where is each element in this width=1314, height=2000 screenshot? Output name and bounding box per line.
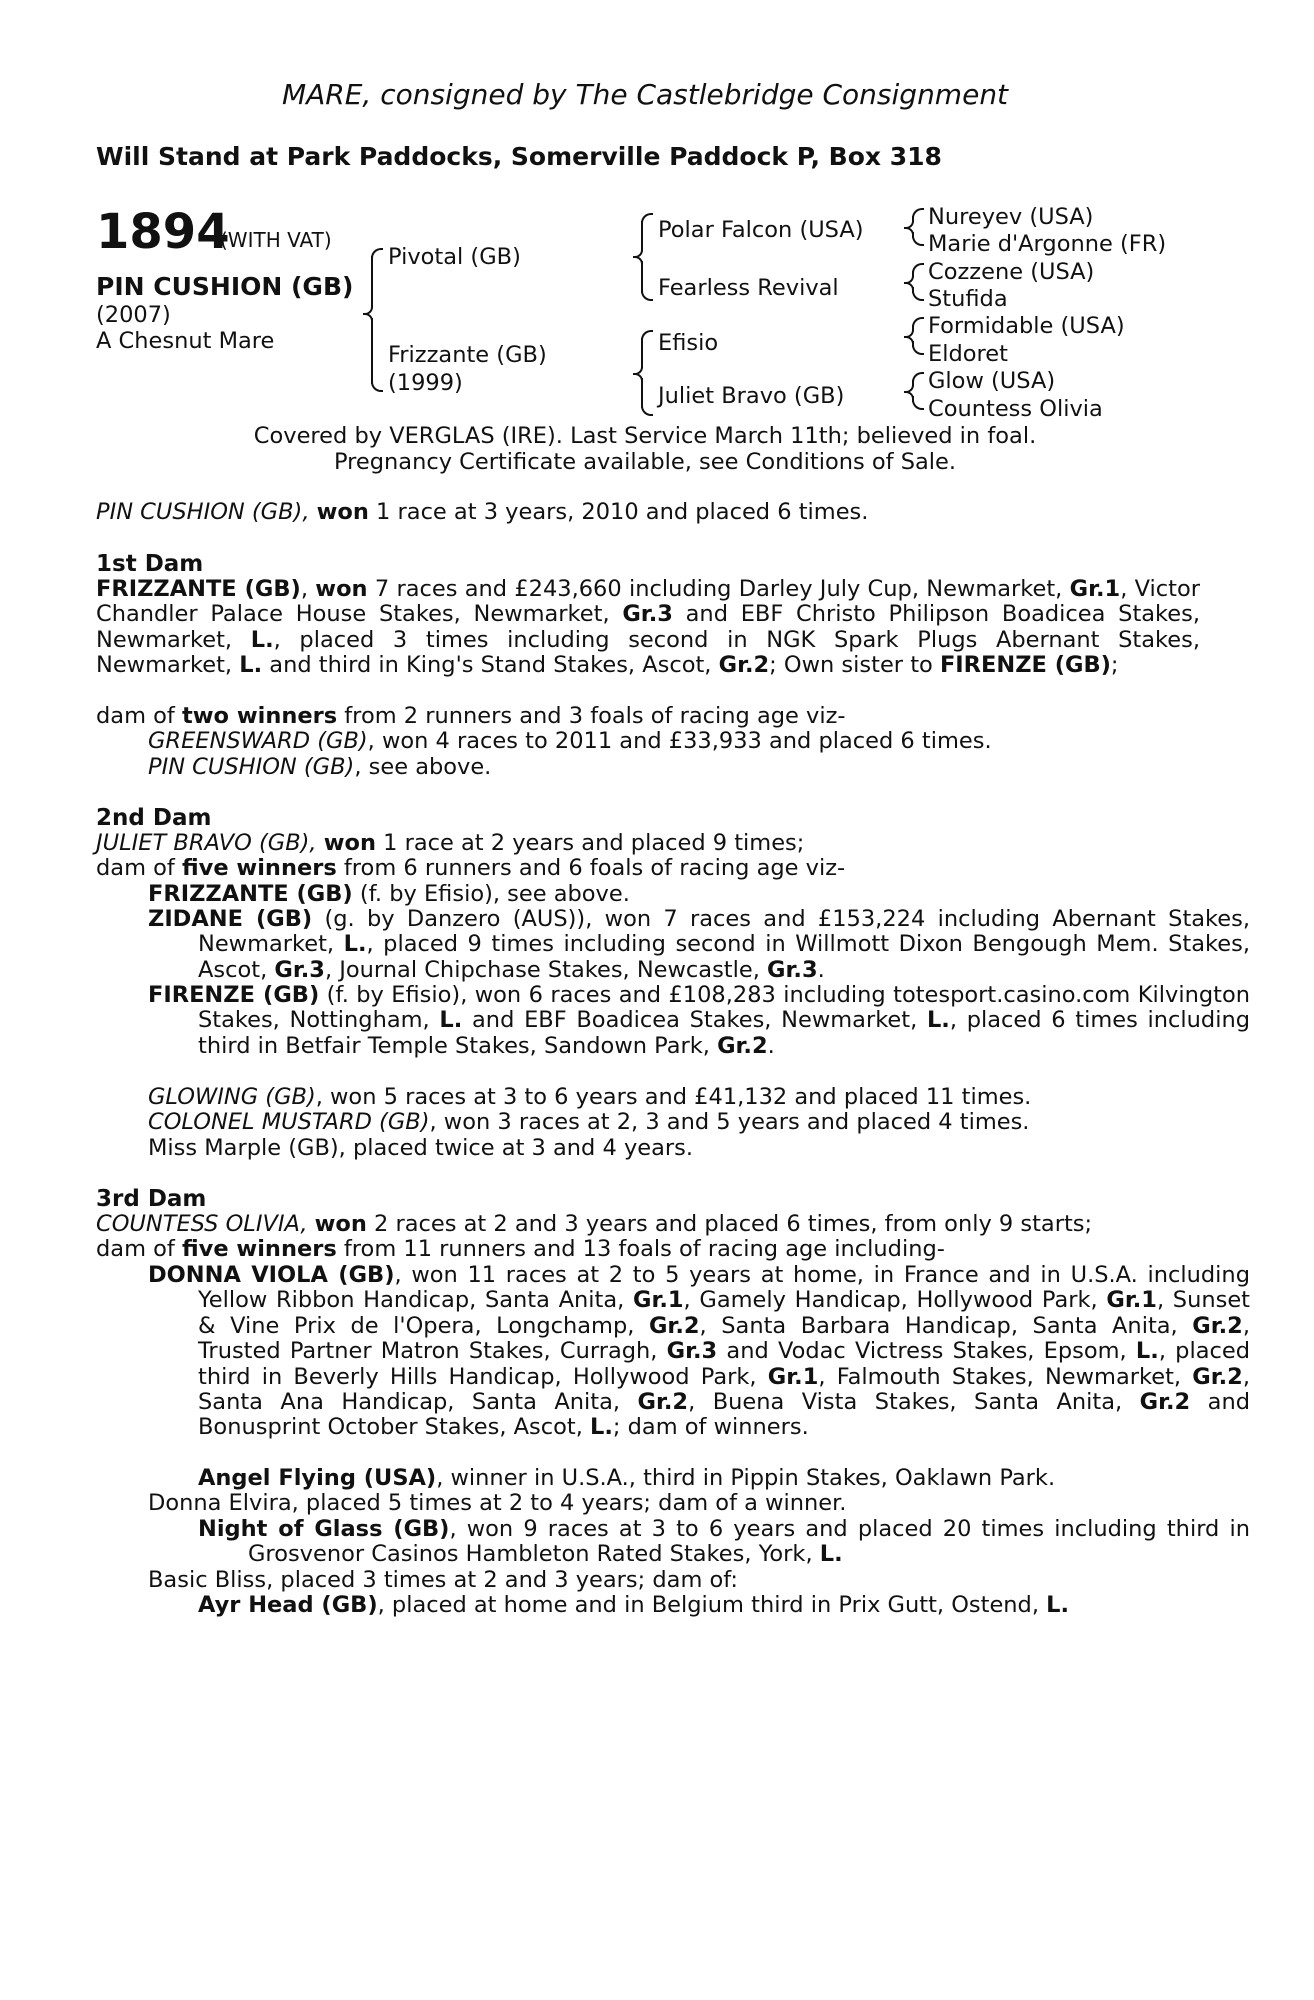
gg-7: Glow (USA)	[928, 368, 1056, 394]
third-dam-heading: 3rd Dam	[96, 1186, 207, 1212]
horse-name: PIN CUSHION (GB)	[96, 272, 354, 301]
lot-number: 1894	[96, 204, 230, 260]
gg-2: Marie d'Argonne (FR)	[928, 231, 1167, 257]
summary-line: PIN CUSHION (GB), won 1 race at 3 years, 2010 and placed 6 times.	[96, 499, 869, 525]
gg-3: Cozzene (USA)	[928, 259, 1095, 285]
list-item: PIN CUSHION (GB), see above.	[148, 754, 492, 780]
pregnancy-note: Pregnancy Certificate available, see Conditions of Sale.	[333, 449, 957, 475]
third-dam-produce: dam of five winners from 11 runners and 13 foals of racing age including-	[96, 1236, 945, 1262]
list-item: DONNA VIOLA (GB), won 11 races at 2 to 5 years at home, in France and in U.S.A. including Yellow Ribbon Handicap, Santa Anita, Gr.1, Gamely Handicap, Hollywood Park, Gr.1, Sunset & Vine Prix de l'Opera, Longchamp, Gr.2, Santa Barbara Handicap, Santa Anita, Gr.2, Trusted Partner Matron Stakes, Curragh, Gr.3 and Vodac Victress Stakes, Epsom, L., placed third in Beverly Hills Handicap, Hollywood Park, Gr.1, Falmouth Stakes, Newmarket, Gr.2, Santa Ana Handicap, Santa Anita, Gr.2, Buena Vista Stakes, Santa Anita, Gr.2 and Bonusprint October Stakes, Ascot, L.; dam of winners.	[148, 1262, 1251, 1441]
third-dam-record: COUNTESS OLIVIA, won 2 races at 2 and 3 years and placed 6 times, from only 9 starts;	[96, 1211, 1093, 1237]
list-item: Basic Bliss, placed 3 times at 2 and 3 years; dam of:	[148, 1567, 738, 1593]
list-item: ZIDANE (GB) (g. by Danzero (AUS)), won 7 races and £153,224 including Abernant Stakes, Newmarket, L., placed 9 times including second in Willmott Dixon Bengough Mem. Stakes, Ascot, Gr.3, Journal Chipchase Stakes, Newcastle, Gr.3.	[148, 906, 1251, 983]
list-item: GREENSWARD (GB), won 4 races to 2011 and £33,933 and placed 6 times.	[148, 728, 992, 754]
dam: Frizzante (GB)	[388, 342, 547, 368]
consignor-title: MARE, consigned by The Castlebridge Consignment	[281, 78, 1009, 111]
sire: Pivotal (GB)	[388, 244, 521, 270]
dam-sire: Efisio	[658, 330, 719, 356]
covered-note: Covered by VERGLAS (IRE). Last Service March 11th; believed in foal.	[253, 423, 1037, 449]
second-dam-heading: 2nd Dam	[96, 805, 212, 831]
gg-6: Eldoret	[928, 341, 1008, 367]
foaling-year: (2007)	[96, 302, 171, 328]
list-item: Angel Flying (USA), winner in U.S.A., third in Pippin Stakes, Oaklawn Park.	[198, 1465, 1056, 1491]
list-item: COLONEL MUSTARD (GB), won 3 races at 2, 3 and 5 years and placed 4 times.	[148, 1109, 1030, 1135]
gg-4: Stufida	[928, 286, 1008, 312]
horse-description: A Chesnut Mare	[96, 328, 275, 354]
vat-note: (WITH VAT)	[220, 228, 332, 252]
list-item: FIRENZE (GB) (f. by Efisio), won 6 races and £108,283 including totesport.casino.com Kilvington Stakes, Nottingham, L. and EBF Boadicea Stakes, Newmarket, L., placed 6 times including third in Betfair Temple Stakes, Sandown Park, Gr.2.	[148, 982, 1251, 1059]
list-item: GLOWING (GB), won 5 races at 3 to 6 years and £41,132 and placed 11 times.	[148, 1084, 1032, 1110]
list-item: Night of Glass (GB), won 9 races at 3 to 6 years and placed 20 times including third in Grosvenor Casinos Hambleton Rated Stakes, York, L.	[198, 1516, 1250, 1568]
gg-1: Nureyev (USA)	[928, 204, 1094, 230]
list-item: Ayr Head (GB), placed at home and in Belgium third in Prix Gutt, Ostend, L.	[198, 1592, 1070, 1618]
first-dam-heading: 1st Dam	[96, 551, 204, 577]
first-dam-record: FRIZZANTE (GB), won 7 races and £243,660 including Darley July Cup, Newmarket, Gr.1, Victor Chandler Palace House Stakes, Newmarket, Gr.3 and EBF Christo Philipson Boadicea Stakes, Newmarket, L., placed 3 times including second in NGK Spark Plugs Abernant Stakes, Newmarket, L. and third in King's Stand Stakes, Ascot, Gr.2; Own sister to FIRENZE (GB);	[96, 576, 1201, 679]
second-dam-record: JULIET BRAVO (GB), won 1 race at 2 years and placed 9 times;	[96, 830, 805, 856]
sire-dam: Fearless Revival	[658, 275, 839, 301]
gg-8: Countess Olivia	[928, 396, 1103, 422]
list-item: Donna Elvira, placed 5 times at 2 to 4 years; dam of a winner.	[148, 1490, 847, 1516]
first-dam-produce: dam of two winners from 2 runners and 3 foals of racing age viz-	[96, 703, 846, 729]
list-item: Miss Marple (GB), placed twice at 3 and 4 years.	[148, 1135, 694, 1161]
second-dam-produce: dam of five winners from 6 runners and 6 foals of racing age viz-	[96, 855, 846, 881]
list-item: FRIZZANTE (GB) (f. by Efisio), see above.	[148, 881, 630, 907]
stand-location: Will Stand at Park Paddocks, Somerville Paddock P, Box 318	[96, 142, 942, 171]
dam-year: (1999)	[388, 370, 463, 396]
sire-sire: Polar Falcon (USA)	[658, 217, 864, 243]
dam-dam: Juliet Bravo (GB)	[658, 383, 845, 409]
gg-5: Formidable (USA)	[928, 313, 1125, 339]
